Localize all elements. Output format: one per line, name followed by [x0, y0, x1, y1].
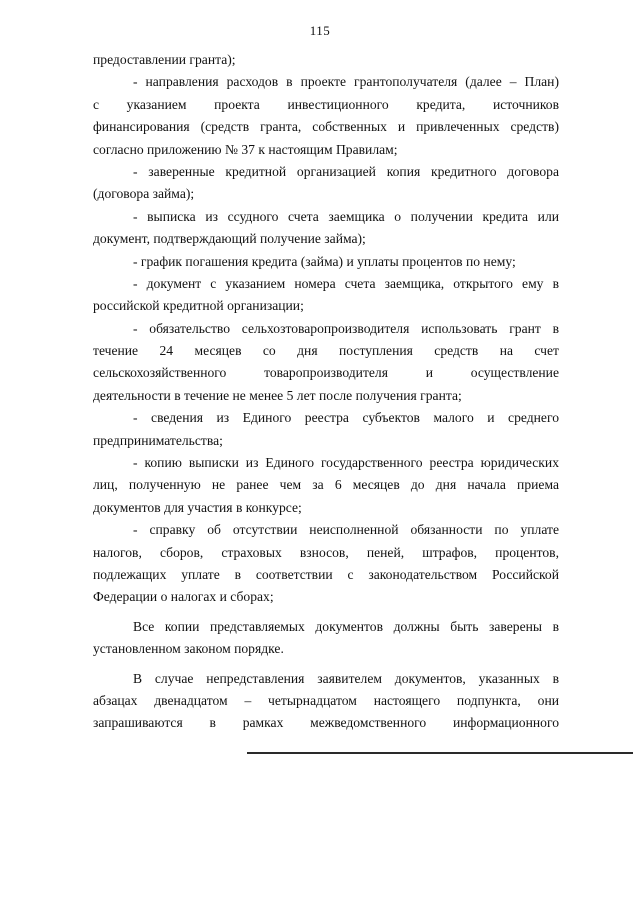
- text-line: документ, подтверждающий получение займа);: [93, 231, 366, 247]
- text-line: лиц, полученную не ранее чем за 6 месяцев до дня начала приема: [93, 477, 559, 493]
- text-line: течение 24 месяцев со дня поступления средств на счет: [93, 343, 559, 359]
- text-line: абзацах двенадцатом – четырнадцатом настоящего подпункта, они: [93, 692, 559, 708]
- paragraph-continuation: [93, 49, 559, 71]
- text-line: - копию выписки из Единого государственного реестра юридических: [133, 455, 559, 471]
- text-line: деятельности в течение не менее 5 лет после получения гранта;: [93, 387, 462, 403]
- text-line: - направления расходов в проекте грантополучателя (далее – План): [133, 74, 559, 90]
- text-line: - заверенные кредитной организацией копия кредитного договора: [133, 163, 559, 179]
- paragraph-repayment-schedule: [93, 251, 559, 273]
- paragraph-certified-copies: [93, 616, 559, 661]
- text-line: - график погашения кредита (займа) и уплаты процентов по нему;: [133, 253, 516, 269]
- paragraph-tax-certificate: [93, 519, 559, 609]
- text-line: - сведения из Единого реестра субъектов малого и среднего: [133, 410, 559, 426]
- text-line: Федерации о налогах и сборах;: [93, 589, 274, 605]
- paragraph-loan-statement: [93, 206, 559, 251]
- text-line: установленном законом порядке.: [93, 641, 284, 657]
- page-divider-line: [247, 752, 633, 754]
- document-body: [93, 49, 559, 735]
- text-line: налогов, сборов, страховых взносов, пеней, штрафов, процентов,: [93, 544, 559, 560]
- text-line: с указанием проекта инвестиционного кредита, источников: [93, 96, 559, 112]
- paragraph-obligation: [93, 318, 559, 408]
- text-line: - справку об отсутствии неисполненной обязанности по уплате: [133, 522, 559, 538]
- text-line: (договора займа);: [93, 186, 195, 202]
- text-line: российской кредитной организации;: [93, 298, 304, 314]
- text-line: предпринимательства;: [93, 432, 223, 448]
- text-line: предоставлении гранта);: [93, 52, 236, 67]
- text-line: - выписка из ссудного счета заемщика о получении кредита или: [133, 208, 559, 224]
- text-line: финансирования (средств гранта, собственных и привлеченных средств): [93, 119, 559, 135]
- text-line: Все копии представляемых документов должны быть заверены в: [133, 618, 559, 634]
- page-number: 115: [309, 23, 331, 38]
- text-line: - документ с указанием номера счета заемщика, открытого ему в: [133, 275, 559, 291]
- text-line: документов для участия в конкурсе;: [93, 499, 302, 515]
- paragraph-account-document: [93, 273, 559, 318]
- text-line: - обязательство сельхозтоваропроизводителя использовать грант в: [133, 320, 559, 336]
- text-line: В случае непредставления заявителем документов, указанных в: [133, 670, 559, 686]
- text-line: подлежащих уплате в соответствии с законодательством Российской: [93, 566, 559, 582]
- text-line: согласно приложению № 37 к настоящим Правилам;: [93, 141, 398, 157]
- text-line: запрашиваются в рамках межведомственного информационного: [93, 715, 559, 731]
- paragraph-sme-registry: [93, 407, 559, 452]
- paragraph-interagency-request: [93, 668, 559, 735]
- paragraph-loan-agreement: [93, 161, 559, 206]
- text-line: сельскохозяйственного товаропроизводителя и осуществление: [93, 365, 559, 381]
- paragraph-egrul-extract: [93, 452, 559, 519]
- paragraph-plan: [93, 71, 559, 161]
